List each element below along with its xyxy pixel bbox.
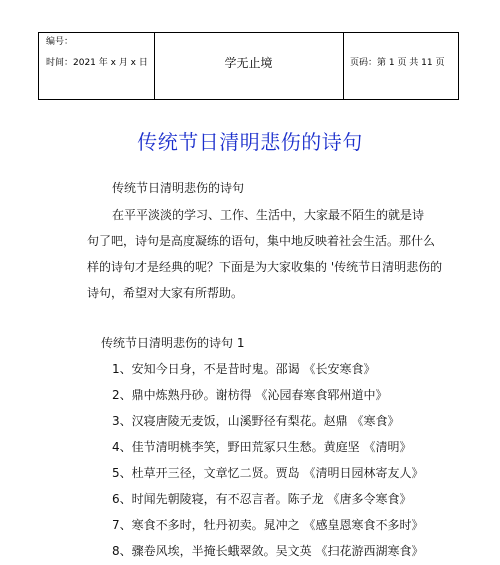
intro-line: 诗句，希望对大家有所帮助。 [87, 286, 244, 300]
intro-line: 在平平淡淡的学习、工作、生活中，大家最不陌生的就是诗 [112, 208, 425, 222]
poem-line: 7、寒食不多时，牡丹初卖。晁冲之 《感皇恩寒食不多时》 [112, 518, 424, 532]
header-divider [343, 33, 344, 99]
document-title: 传统节日清明悲伤的诗句 [137, 130, 363, 154]
subtitle: 传统节日清明悲伤的诗句 [112, 181, 245, 195]
header-center-title: 学无止境 [224, 56, 273, 70]
intro-line: 句了吧，诗句是高度凝练的语句，集中地反映着社会生活。那什么 [87, 234, 436, 248]
poem-line: 5、杜草开三径，文章忆二贤。贾岛 《清明日园林寄友人》 [112, 466, 424, 480]
poem-line: 1、安知今日身，不是昔时鬼。邵谒 《长安寒食》 [112, 362, 376, 376]
poem-line: 4、佳节清明桃李笑，野田荒冢只生愁。黄庭坚 《清明》 [112, 440, 412, 454]
poem-line: 8、骤卷风埃，半掩长蛾翠敛。吴文英 《扫花游西湖寒食》 [112, 544, 424, 558]
header-number-label: 编号： [46, 37, 74, 47]
header-table [38, 32, 459, 100]
intro-line: 样的诗句才是经典的呢？下面是为大家收集的 '传统节日清明悲伤的 [87, 260, 443, 274]
poem-line: 3、汉寝唐陵无麦饭，山溪野径有梨花。赵鼎 《寒食》 [112, 414, 400, 428]
section-heading: 传统节日清明悲伤的诗句 1 [101, 336, 245, 350]
header-page-info: 页码：第 1 页 共 11 页 [350, 58, 445, 68]
header-time-label: 时间：2021 年 x 月 x 日 [46, 58, 148, 68]
poem-line: 6、时闻先朝陵寝，有不忍言者。陈子龙 《唐多令寒食》 [112, 492, 412, 506]
poem-line: 2、鼎中炼熟丹砂。谢枋得 《沁园春寒食郓州道中》 [112, 388, 388, 402]
